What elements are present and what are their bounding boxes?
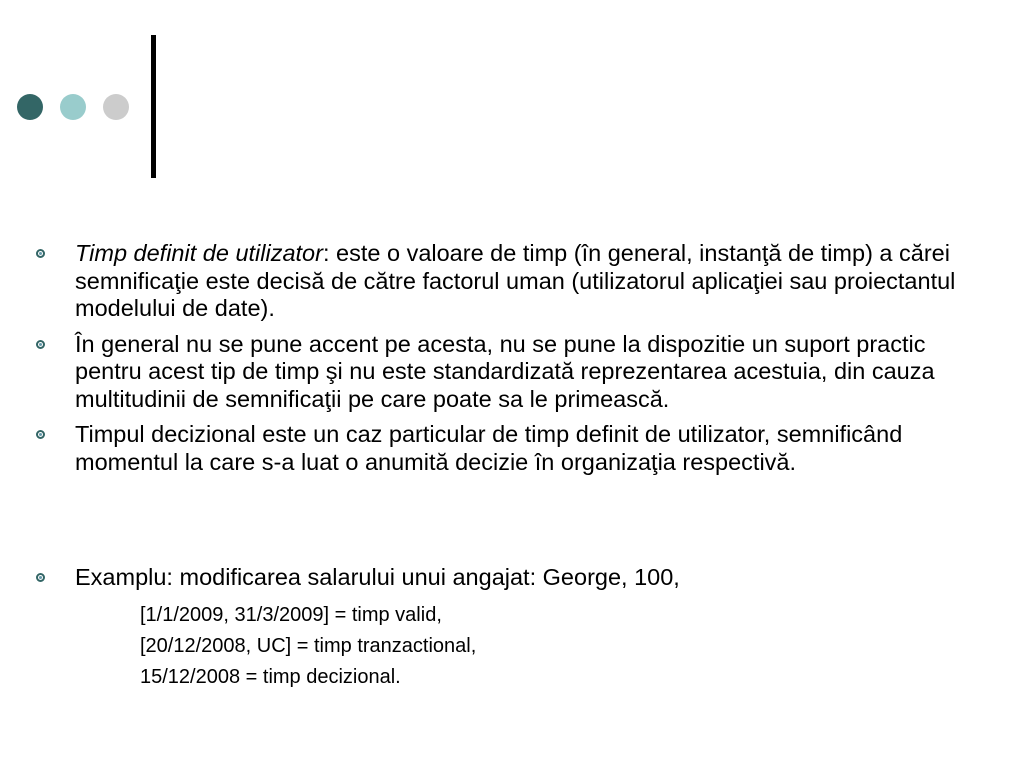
bullet-example bbox=[34, 564, 994, 592]
dark-teal-dot bbox=[17, 94, 43, 120]
term-italic: Timp definit de utilizator bbox=[75, 240, 323, 266]
bullet-decisional bbox=[34, 421, 994, 476]
bullet-circle-icon bbox=[36, 573, 45, 582]
bullet-circle-icon bbox=[36, 340, 45, 349]
bullet-text: Timpul decizional este un caz particular de timp definit de utilizator, semnificând momentul la care s-a luat o anumită decizie în organizaţia respectivă. bbox=[75, 421, 903, 475]
example-line: [20/12/2008, UC] = timp tranzactional, bbox=[140, 634, 477, 657]
example-line: [1/1/2009, 31/3/2009] = timp valid, bbox=[140, 603, 442, 626]
spacer bbox=[34, 484, 994, 564]
bullet-text: Examplu: modificarea salarului unui angajat: George, 100, bbox=[75, 564, 680, 590]
bullet-text: : este o valoare de timp (în general, instanţă de timp) a cărei semnificaţie este decisă de către factorul uman (utilizatorul aplicaţiei sau proiectantul modelului de date). bbox=[75, 240, 956, 321]
example-line: 15/12/2008 = timp decizional. bbox=[140, 665, 401, 688]
example-lines bbox=[34, 600, 994, 693]
slide-body bbox=[34, 240, 994, 693]
bullet-general bbox=[34, 331, 994, 414]
light-teal-dot bbox=[60, 94, 86, 120]
vertical-divider bbox=[151, 35, 156, 178]
bullet-circle-icon bbox=[36, 249, 45, 258]
slide-decoration bbox=[0, 0, 1024, 200]
bullet-text: În general nu se pune accent pe acesta, nu se pune la dispozitie un suport practic pentru acest tip de timp şi nu este standardizată reprezentarea acestuia, din cauza multitudinii de semnificaţii pe care poate sa le primească. bbox=[75, 330, 935, 412]
bullet-circle-icon bbox=[36, 430, 45, 439]
bullet-definition bbox=[34, 240, 994, 323]
gray-dot bbox=[103, 94, 129, 120]
